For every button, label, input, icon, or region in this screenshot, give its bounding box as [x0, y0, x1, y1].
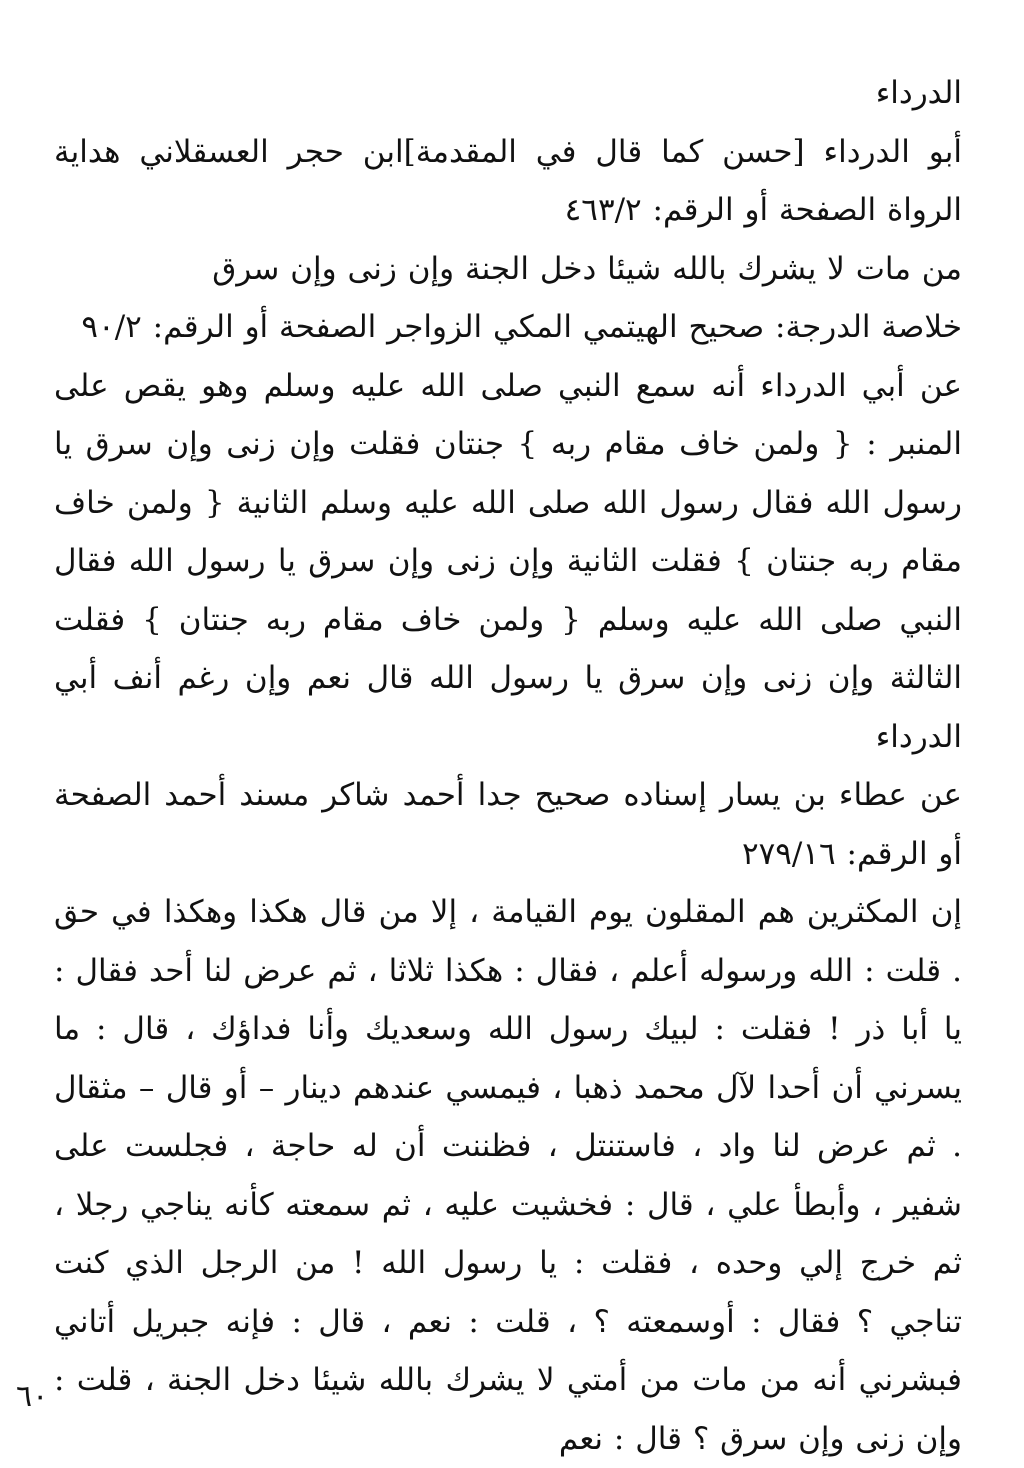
paragraph-hadith-text-3: إن المكثرين هم المقلون يوم القيامة ، إلا من قال هكذا وهكذا في حق . قلت : الله ورسوله أعلم ، فقال : هكذا ثلاثا ، ثم عرض لنا أحد فقال : يا أبا ذر ! فقلت : لبيك رسول الله وسعديك وأنا فداؤك ، قال : ما يسرني أن أحدا لآل محمد ذهبا ، فيمسي عندهم دينار – أو قال – مثقال . ثم عرض لنا واد ، فاستنتل ، فظننت أن له حاجة ، فجلست على شفير ، وأبطأ علي ، قال : فخشيت عليه ، ثم سمعته كأنه يناجي رجلا ، ثم خرج إلي وحده ، فقلت : يا رسول الله ! من الرجل الذي كنت تناجي ؟ فقال : أوسمعته ؟ ، قلت : نعم ، قال : فإنه جبريل أتاني فبشرني أنه من مات من أمتي لا يشرك بالله شيئا دخل الجنة ، قلت : وإن زنى وإن سرق ؟ قال : نعم: [54, 894, 962, 1457]
paragraph-continuation-narrator: الدرداء: [875, 75, 962, 111]
paragraph-hadith-grading-3: عن عطاء بن يسار إسناده صحيح جدا أحمد شاكر مسند أحمد الصفحة أو الرقم: ٢٧٩/١٦: [54, 777, 962, 872]
paragraph-hadith-grading-2: خلاصة الدرجة: صحيح الهيتمي المكي الزواجر الصفحة أو الرقم: ٩٠/٢: [81, 309, 962, 345]
paragraph-hadith-grading-1: أبو الدرداء [حسن كما قال في المقدمة]ابن حجر العسقلاني هداية الرواة الصفحة أو الرقم: ٤٦٣/٢: [54, 133, 962, 228]
document-body: [54, 64, 962, 1468]
page-number: ٦٠: [16, 1379, 49, 1414]
paragraph-hadith-text-2: عن أبي الدرداء أنه سمع النبي صلى الله عليه وسلم وهو يقص على المنبر : { ولمن خاف مقام ربه } جنتان فقلت وإن زنى وإن سرق يا رسول الله فقال رسول الله صلى الله عليه وسلم الثانية { ولمن خاف مقام ربه جنتان } فقلت الثانية وإن زنى وإن سرق يا رسول الله فقال النبي صلى الله عليه وسلم { ولمن خاف مقام ربه جنتان } فقلت الثالثة وإن زنى وإن سرق يا رسول الله قال نعم وإن رغم أنف أبي الدرداء: [54, 367, 962, 755]
paragraph-hadith-text-1: من مات لا يشرك بالله شيئا دخل الجنة وإن زنى وإن سرق: [212, 250, 962, 287]
